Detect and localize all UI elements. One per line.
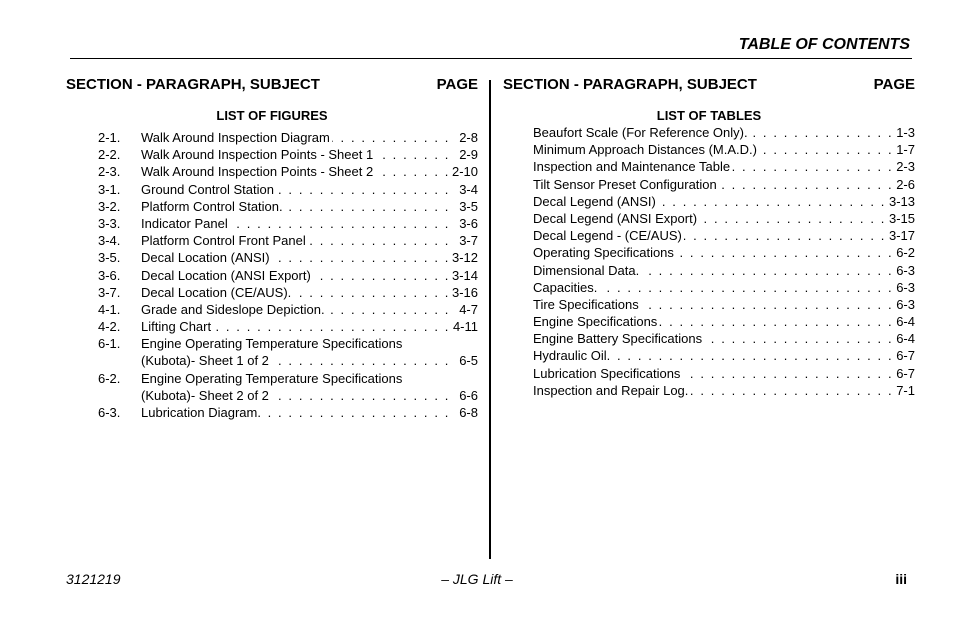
toc-entry: [503, 330, 915, 347]
footer-brand: – JLG Lift –: [441, 571, 513, 587]
dot-leader: [658, 193, 886, 210]
entry-line: [533, 296, 915, 313]
entry-line: [141, 318, 478, 335]
entry-title: Walk Around Inspection Points - Sheet 1: [141, 147, 374, 163]
toc-entry: [66, 284, 478, 301]
entry-page: 6-4: [896, 331, 915, 347]
entry-title: Decal Legend - (CE/AUS): [533, 228, 682, 244]
toc-entry: [503, 227, 915, 244]
entry-title: Hydraulic Oil.: [533, 348, 611, 364]
entry-title: Dimensional Data.: [533, 262, 640, 278]
entry-title: Lubrication Specifications: [533, 365, 681, 381]
tables-list: [503, 124, 915, 399]
toc-entry: [503, 193, 915, 210]
entry-page: 4-7: [459, 301, 478, 317]
dot-leader: [641, 296, 893, 313]
entry-page: 3-15: [888, 210, 915, 226]
document-number: 3121219: [66, 571, 121, 587]
toc-entry: [66, 249, 478, 266]
toc-entry: [66, 404, 478, 421]
entry-line: [533, 158, 915, 175]
page-number: iii: [895, 571, 907, 587]
entry-title: Decal Location (ANSI Export): [141, 267, 311, 283]
dot-leader: [684, 227, 886, 244]
entry-page: 3-17: [888, 228, 915, 244]
entry-page: 3-12: [451, 250, 478, 266]
entry-number: 3-6.: [98, 267, 121, 283]
entry-title: Tire Specifications: [533, 296, 639, 312]
toc-entry: [66, 232, 478, 249]
entry-number: 6-2.: [98, 370, 121, 386]
entry-page: 3-16: [451, 284, 478, 300]
dot-leader: [682, 365, 893, 382]
entry-line: [533, 330, 915, 347]
toc-entry: [66, 318, 478, 335]
entry-page: 7-1: [896, 382, 915, 398]
entry-line: [533, 176, 915, 193]
entry-title: Decal Location (CE/AUS).: [141, 284, 292, 300]
entry-line: [141, 146, 478, 163]
entry-page: 3-5: [459, 198, 478, 214]
entry-title: Ground Control Station: [141, 181, 274, 197]
tables-section-header: [503, 76, 915, 96]
entry-number: 3-4.: [98, 233, 121, 249]
entry-line: [533, 141, 915, 158]
entry-page: 6-5: [459, 353, 478, 369]
dot-leader: [271, 387, 450, 404]
section-label: SECTION - PARAGRAPH, SUBJECT: [66, 76, 320, 93]
entry-title: Capacities.: [533, 279, 598, 295]
dot-leader: [375, 163, 450, 180]
entry-line: [141, 249, 478, 266]
entry-title: Tilt Sensor Preset Configuration: [533, 176, 717, 192]
entry-page: 6-7: [896, 348, 915, 364]
toc-entry: [503, 279, 915, 296]
entry-page: 6-8: [459, 405, 478, 420]
toc-entry: [66, 181, 478, 198]
entry-page: 6-3: [896, 279, 915, 295]
entry-number: 2-1.: [98, 130, 121, 145]
toc-entry: [503, 124, 915, 141]
figures-section-header: [66, 76, 478, 96]
entry-number: 4-1.: [98, 301, 121, 317]
entry-title: Lifting Chart: [141, 319, 212, 335]
header-rule: [70, 58, 912, 59]
entry-line: [533, 365, 915, 382]
toc-entry-continued: [66, 387, 478, 404]
page-label: PAGE: [873, 76, 915, 93]
page-header-title: TABLE OF CONTENTS: [738, 36, 910, 53]
entry-line: [141, 129, 478, 146]
entry-line: [141, 404, 478, 421]
entry-title: Lubrication Diagram.: [141, 405, 261, 420]
dot-leader: [230, 215, 450, 232]
entry-title-continued: (Kubota)- Sheet 2 of 2: [141, 387, 269, 403]
entry-line: [141, 215, 478, 232]
entry-title: Decal Legend (ANSI Export): [533, 210, 698, 226]
entry-title: Inspection and Repair Log.: [533, 382, 689, 398]
toc-entry: [503, 176, 915, 193]
entry-number: 3-2.: [98, 198, 121, 214]
entry-page: 6-3: [896, 296, 915, 312]
toc-entry: [66, 129, 478, 146]
toc-entry: [66, 370, 478, 387]
entry-number: 2-2.: [98, 147, 121, 163]
toc-entry: [503, 347, 915, 364]
entry-line: [533, 313, 915, 330]
dot-leader: [704, 330, 893, 347]
entry-line: [141, 267, 478, 284]
list-of-tables-title: LIST OF TABLES: [656, 108, 762, 123]
toc-entry: [66, 198, 478, 215]
entry-page: 3-14: [451, 267, 478, 283]
entry-line: [533, 382, 915, 399]
toc-entry: [503, 365, 915, 382]
dot-leader: [599, 279, 893, 296]
entry-title: Decal Location (ANSI): [141, 250, 270, 266]
dot-leader: [327, 301, 450, 318]
dot-leader: [332, 129, 450, 146]
toc-entry: [66, 146, 478, 163]
entry-number: 4-2.: [98, 319, 121, 335]
entry-page: 2-9: [459, 147, 478, 163]
dot-leader: [690, 382, 893, 399]
toc-entry: [66, 267, 478, 284]
entry-title: Decal Legend (ANSI): [533, 193, 656, 209]
entry-page: 2-6: [896, 176, 915, 192]
dot-leader: [641, 262, 893, 279]
entry-line: [533, 193, 915, 210]
entry-line: [533, 227, 915, 244]
entry-page: 3-13: [888, 193, 915, 209]
entry-page: 2-10: [451, 164, 478, 180]
entry-title-continued: (Kubota)- Sheet 1 of 2: [141, 353, 269, 369]
toc-entry: [503, 244, 915, 261]
entry-number: 3-7.: [98, 284, 121, 300]
entry-title: Inspection and Maintenance Table: [533, 159, 731, 175]
entry-line: [533, 347, 915, 364]
entry-title: Indicator Panel: [141, 215, 228, 231]
toc-entry-continued: [66, 352, 478, 369]
toc-entry: [503, 158, 915, 175]
entry-title: Walk Around Inspection Points - Sheet 2: [141, 164, 374, 180]
toc-entry: [66, 301, 478, 318]
entry-line: [141, 198, 478, 215]
dot-leader: [293, 284, 450, 301]
entry-title: Engine Specifications: [533, 314, 658, 330]
entry-page: 1-3: [896, 125, 915, 140]
entry-page: 6-4: [896, 314, 915, 330]
entry-page: 3-6: [459, 215, 478, 231]
entry-title: Platform Control Front Panel: [141, 233, 306, 249]
section-label: SECTION - PARAGRAPH, SUBJECT: [503, 76, 757, 93]
dot-leader: [699, 210, 886, 227]
list-of-figures-title: LIST OF FIGURES: [216, 108, 328, 123]
entry-number: 3-5.: [98, 250, 121, 266]
toc-entry: [503, 382, 915, 399]
toc-entry: [503, 141, 915, 158]
entry-line: [141, 370, 478, 387]
dot-leader: [272, 249, 450, 266]
entry-title: Engine Battery Specifications: [533, 331, 703, 347]
dot-leader: [759, 141, 893, 158]
entry-line: [141, 163, 478, 180]
entry-line: [533, 124, 915, 141]
dot-leader: [750, 124, 894, 141]
entry-line: [141, 387, 478, 404]
entry-page: 2-8: [459, 130, 478, 145]
dot-leader: [375, 146, 450, 163]
dot-leader: [308, 232, 450, 249]
dot-leader: [659, 313, 893, 330]
toc-entry: [66, 215, 478, 232]
entry-line: [533, 244, 915, 261]
entry-title: Minimum Approach Distances (M.A.D.): [533, 142, 757, 158]
entry-line: [141, 181, 478, 198]
entry-title: Grade and Sideslope Depiction.: [141, 301, 325, 317]
tables-column: [503, 76, 915, 399]
entry-page: 6-7: [896, 365, 915, 381]
entry-line: [141, 301, 478, 318]
entry-number: 6-3.: [98, 405, 121, 420]
dot-leader: [719, 176, 893, 193]
entry-title: Operating Specifications: [533, 245, 674, 261]
toc-entry: [503, 296, 915, 313]
entry-title: Walk Around Inspection Diagram: [141, 130, 330, 145]
entry-page: 3-7: [459, 233, 478, 249]
entry-title: Engine Operating Temperature Specifications: [141, 370, 403, 386]
entry-number: 3-3.: [98, 215, 121, 231]
entry-page: 1-7: [896, 142, 915, 158]
dot-leader: [732, 158, 893, 175]
toc-entry: [66, 163, 478, 180]
entry-page: 6-3: [896, 262, 915, 278]
dot-leader: [263, 404, 450, 421]
dot-leader: [285, 198, 450, 215]
entry-line: [141, 352, 478, 369]
page-label: PAGE: [436, 76, 478, 93]
entry-line: [141, 284, 478, 301]
dot-leader: [213, 318, 450, 335]
dot-leader: [276, 181, 450, 198]
entry-page: 4-11: [452, 319, 478, 335]
entry-number: 3-1.: [98, 181, 121, 197]
entry-line: [533, 210, 915, 227]
entry-page: 6-6: [459, 387, 478, 403]
entry-line: [141, 232, 478, 249]
entry-line: [141, 335, 478, 352]
dot-leader: [612, 347, 893, 364]
entry-page: 2-3: [896, 159, 915, 175]
entry-line: [533, 262, 915, 279]
entry-line: [533, 279, 915, 296]
entry-title: Beaufort Scale (For Reference Only).: [533, 125, 748, 140]
entry-page: 3-4: [459, 181, 478, 197]
dot-leader: [676, 244, 893, 261]
toc-entry: [503, 313, 915, 330]
toc-entry: [503, 262, 915, 279]
dot-leader: [313, 267, 450, 284]
toc-entry: [66, 335, 478, 352]
entry-number: 2-3.: [98, 164, 121, 180]
figures-list: [66, 129, 478, 421]
figures-column: [66, 76, 478, 421]
entry-page: 6-2: [896, 245, 915, 261]
toc-entry: [503, 210, 915, 227]
column-divider: [489, 80, 491, 559]
entry-title: Platform Control Station.: [141, 198, 283, 214]
entry-title: Engine Operating Temperature Specifications: [141, 336, 403, 352]
entry-number: 6-1.: [98, 336, 121, 352]
dot-leader: [271, 352, 450, 369]
